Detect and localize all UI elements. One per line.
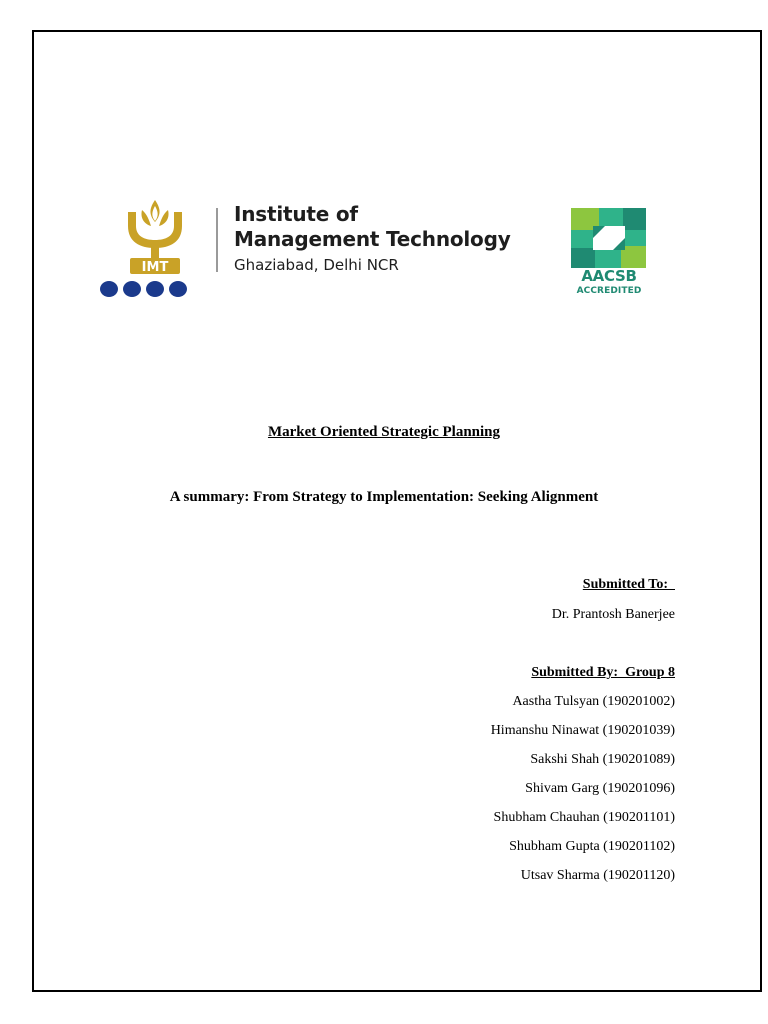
member-item: Shivam Garg (190201096) (525, 781, 675, 796)
aacsb-logo (570, 208, 648, 300)
submitted-to-name: Dr. Prantosh Banerjee (551, 607, 675, 622)
imt-dot (100, 281, 118, 297)
imt-dots (100, 281, 187, 297)
imt-logo (98, 196, 528, 302)
member-item: Shubham Chauhan (190201101) (493, 810, 675, 825)
aacsb-mark-icon (571, 208, 646, 268)
imt-dot (146, 281, 164, 297)
imt-emblem-icon (120, 196, 190, 276)
member-item: Sakshi Shah (190201089) (530, 752, 675, 767)
imt-line3: Ghaziabad, Delhi NCR (234, 256, 399, 274)
imt-line2: Management Technology (234, 227, 511, 251)
member-item: Himanshu Ninawat (190201039) (490, 723, 675, 738)
document-subtitle: A summary: From Strategy to Implementation: Seeking Alignment (169, 489, 599, 505)
member-item: Shubham Gupta (190201102) (509, 839, 675, 854)
member-item: Utsav Sharma (190201120) (520, 868, 675, 883)
aacsb-name: AACSB (581, 267, 637, 285)
submitted-to-label: Submitted To: (582, 577, 675, 592)
aacsb-sub: ACCREDITED (576, 286, 642, 296)
imt-dot (123, 281, 141, 297)
imt-emblem-text: IMT (141, 260, 169, 275)
document-title: Market Oriented Strategic Planning (267, 424, 501, 440)
imt-line1: Institute of (234, 202, 358, 226)
submitted-by-label: Submitted By: Group 8 (531, 665, 675, 680)
member-item: Aastha Tulsyan (190201002) (512, 694, 675, 709)
imt-dot (169, 281, 187, 297)
imt-wordmark (234, 202, 511, 276)
imt-divider (216, 208, 218, 272)
